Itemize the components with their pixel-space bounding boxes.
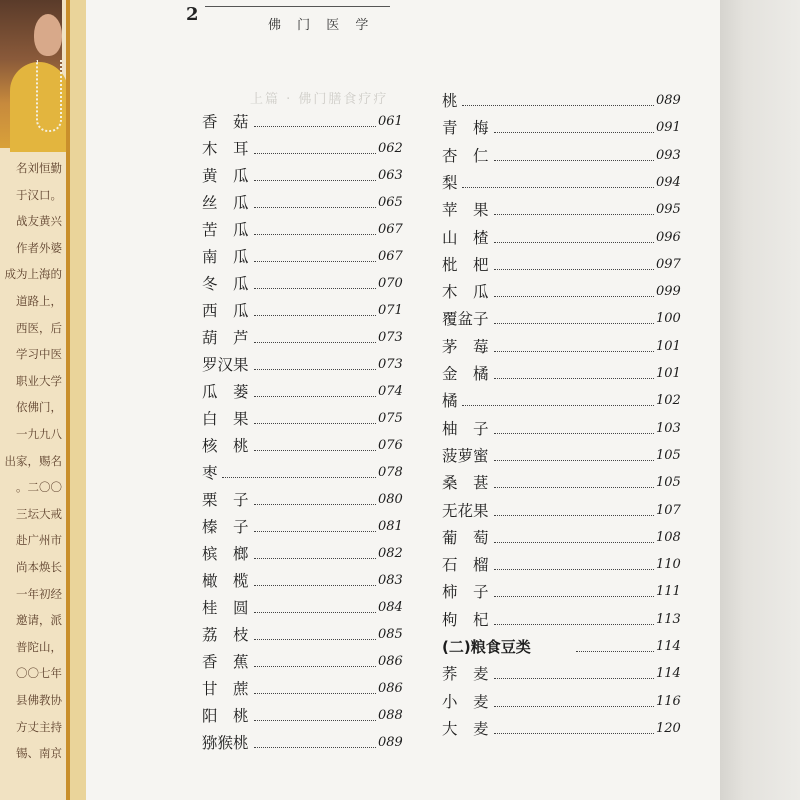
dot-leader <box>254 288 376 289</box>
toc-page-number: 063 <box>378 168 403 183</box>
toc-entry-name: 无花果 <box>442 501 489 520</box>
toc-page-number: 093 <box>656 147 681 163</box>
dot-leader <box>254 153 376 154</box>
toc-page-number: 099 <box>656 284 681 300</box>
dot-leader <box>254 720 376 721</box>
toc-entry-name: 阳 桃 <box>202 707 249 725</box>
dot-leader <box>254 558 376 559</box>
toc-entry <box>442 554 686 576</box>
toc-page-number: 114 <box>656 666 681 682</box>
dot-leader <box>494 596 654 597</box>
bio-line: 方丈主持 <box>16 719 62 734</box>
toc-page-number: 081 <box>378 519 403 534</box>
bio-line: 三坛大戒 <box>16 506 62 521</box>
toc-entry <box>202 462 408 484</box>
toc-entry-name: 枸 杞 <box>442 610 489 629</box>
toc-page-number: 061 <box>378 114 403 129</box>
toc-page-number: 074 <box>378 384 403 399</box>
toc-page-number: 116 <box>656 693 681 709</box>
toc-entry-name: 木 瓜 <box>442 283 489 302</box>
toc-page-number: 105 <box>656 475 681 491</box>
dot-leader <box>494 132 654 133</box>
toc-entry <box>202 138 408 160</box>
bio-line: 出家，赐名 <box>4 453 62 468</box>
bio-line: 普陀山， <box>16 639 62 654</box>
toc-entry <box>202 678 408 700</box>
toc-entry-name: 香 蕉 <box>202 653 249 671</box>
dot-leader <box>254 315 376 316</box>
dot-leader <box>254 585 376 586</box>
toc-entry-name: 葡 萄 <box>442 528 489 547</box>
toc-entry-name: 丝 瓜 <box>202 194 249 212</box>
dot-leader <box>254 126 376 127</box>
toc-entry-name: 西 瓜 <box>202 302 249 320</box>
bio-line: 邀请，派 <box>16 613 62 628</box>
bio-line: 职业大学 <box>16 373 62 388</box>
toc-entry-name: 枣 <box>202 464 218 482</box>
toc-entry <box>202 111 408 133</box>
facing-page-edge <box>720 0 800 800</box>
header-rule <box>205 6 390 7</box>
running-head: 佛 门 医 学 <box>268 18 375 33</box>
dot-leader <box>254 261 376 262</box>
toc-entry-name: 小 麦 <box>442 692 489 711</box>
bio-line: 。二〇〇 <box>16 480 62 495</box>
toc-page-number: 095 <box>656 202 681 218</box>
dot-leader <box>254 612 376 613</box>
dot-leader <box>494 351 654 352</box>
bio-line: 学习中医 <box>16 347 62 362</box>
dot-leader <box>254 747 376 748</box>
toc-entry-name: 黄 瓜 <box>202 167 249 185</box>
toc-entry <box>442 227 686 249</box>
toc-entry <box>442 308 686 330</box>
toc-page-number: 107 <box>656 502 681 518</box>
toc-entry-name: 罗汉果 <box>202 356 249 374</box>
toc-entry <box>202 192 408 214</box>
toc-page-number: 105 <box>656 447 681 463</box>
toc-entry-name: 覆盆子 <box>442 310 489 329</box>
toc-page-number: 101 <box>656 366 681 381</box>
toc-entry-name: 梨 <box>442 173 458 192</box>
bio-line: 尚本焕长 <box>16 560 62 574</box>
toc-entry <box>202 327 408 349</box>
bio-line: 战友黄兴 <box>16 214 62 229</box>
dot-leader <box>254 666 376 667</box>
toc-entry <box>202 543 408 565</box>
dot-leader <box>462 105 654 106</box>
toc-entry <box>442 90 686 112</box>
toc-page-number: 085 <box>378 627 403 642</box>
dot-leader <box>494 242 654 243</box>
toc-page-number: 070 <box>378 276 403 291</box>
toc-entry-name: 橄 榄 <box>202 572 249 590</box>
toc-entry <box>202 597 408 619</box>
toc-entry <box>442 663 686 685</box>
inside-cover-flap <box>0 0 70 800</box>
toc-entry <box>202 354 408 376</box>
toc-page-number: 120 <box>656 720 681 736</box>
toc-page-number: 065 <box>378 195 403 210</box>
toc-page-number: 114 <box>656 639 681 654</box>
dot-leader <box>494 569 654 570</box>
dot-leader <box>494 378 654 379</box>
dot-leader <box>254 180 376 181</box>
dot-leader <box>254 450 376 451</box>
toc-entry <box>202 381 408 403</box>
toc-page-number: 073 <box>378 357 403 372</box>
toc-entry <box>442 609 686 631</box>
dot-leader <box>254 207 376 208</box>
toc-page-number: 073 <box>378 330 403 345</box>
toc-entry-name: 枇 杷 <box>442 255 489 274</box>
toc-entry <box>442 527 686 549</box>
toc-entry-name: 石 榴 <box>442 556 489 575</box>
dot-leader <box>494 433 654 434</box>
toc-entry-name: 南 瓜 <box>202 248 249 266</box>
toc-page-number: 080 <box>378 492 403 507</box>
bio-line: 道路上， <box>16 294 62 308</box>
bio-line: 赴广州市 <box>16 533 62 548</box>
bio-line: 作者外婆 <box>16 240 62 255</box>
dot-leader <box>494 269 654 270</box>
toc-entry <box>202 651 408 673</box>
toc-page-number: 071 <box>378 303 403 318</box>
toc-entry-name: 桂 圆 <box>202 599 249 617</box>
toc-entry <box>442 254 686 276</box>
toc-entry <box>202 705 408 727</box>
bio-line: 一年初经 <box>16 586 62 601</box>
dot-leader <box>494 542 654 543</box>
toc-entry-name: 青 梅 <box>442 119 489 138</box>
page-number: 2 <box>186 4 199 25</box>
toc-entry-name: 冬 瓜 <box>202 275 249 293</box>
toc-page-number: 067 <box>378 249 403 264</box>
toc-entry-name: (二)粮食豆类 <box>442 638 531 656</box>
toc-entry-name: 核 桃 <box>202 437 249 455</box>
toc-page-number: 091 <box>656 120 681 136</box>
toc-entry <box>442 363 686 385</box>
dot-leader <box>254 234 376 235</box>
toc-entry <box>202 246 408 268</box>
toc-entry <box>442 418 686 440</box>
toc-entry-name: 瓜 蒌 <box>202 383 249 401</box>
toc-page-number: 108 <box>656 529 681 545</box>
prayer-beads <box>36 60 62 132</box>
toc-entry <box>442 390 686 412</box>
toc-entry-name: 金 橘 <box>442 365 489 383</box>
bio-line: 依佛门， <box>16 400 62 415</box>
toc-page-number: 094 <box>656 174 681 190</box>
toc-entry-name: 苹 果 <box>442 201 489 220</box>
toc-entry <box>202 300 408 322</box>
toc-page-number: 100 <box>656 311 681 327</box>
dot-leader <box>494 160 654 161</box>
dot-leader <box>254 396 376 397</box>
toc-entry-name: 茅 莓 <box>442 337 489 356</box>
toc-page-number: 110 <box>656 557 681 573</box>
toc-entry-name: 槟 榔 <box>202 545 249 563</box>
toc-entry-name: 菠萝蜜 <box>442 446 489 465</box>
dot-leader <box>254 369 376 370</box>
toc-entry <box>442 117 686 139</box>
toc-page-number: 111 <box>656 584 681 600</box>
dot-leader <box>254 531 376 532</box>
toc-entry-name: 栗 子 <box>202 491 249 509</box>
toc-entry <box>202 516 408 538</box>
toc-entry <box>442 691 686 713</box>
dot-leader <box>576 651 654 652</box>
dot-leader <box>254 504 376 505</box>
bio-line: 县佛教协 <box>16 693 62 707</box>
toc-entry-name: 荔 枝 <box>202 626 249 644</box>
toc-page-number: 103 <box>656 420 681 436</box>
toc-page-number: 062 <box>378 141 403 156</box>
toc-page-number: 083 <box>378 573 403 588</box>
dot-leader <box>494 733 654 734</box>
toc-entry-name: 白 果 <box>202 410 249 428</box>
dot-leader <box>254 342 376 343</box>
dot-leader <box>254 693 376 694</box>
toc-entry-name: 荞 麦 <box>442 665 489 684</box>
toc-entry-name: 桑 葚 <box>442 474 489 493</box>
bio-line: 西医，后 <box>16 320 62 335</box>
dot-leader <box>494 624 654 625</box>
toc-page-number: 086 <box>378 681 403 696</box>
toc-entry <box>442 199 686 221</box>
bio-line: 名刘恒勤 <box>16 161 62 175</box>
toc-entry-name: 桃 <box>442 92 458 110</box>
bio-line: 〇〇七年 <box>16 666 62 681</box>
toc-page-number: 101 <box>656 338 681 354</box>
toc-entry <box>202 165 408 187</box>
dot-leader <box>494 678 654 679</box>
toc-entry <box>202 219 408 241</box>
toc-page-number: 096 <box>656 229 681 245</box>
toc-page-number: 102 <box>656 393 681 409</box>
toc-page-number: 084 <box>378 600 403 615</box>
dot-leader <box>254 423 376 424</box>
dot-leader <box>494 296 654 297</box>
toc-entry-name: 榛 子 <box>202 518 249 536</box>
toc-entry <box>442 581 686 603</box>
toc-entry <box>202 624 408 646</box>
dot-leader <box>494 706 654 707</box>
toc-page-number: 089 <box>656 93 681 108</box>
toc-entry <box>442 500 686 522</box>
dot-leader <box>462 405 654 406</box>
toc-entry-name: 山 楂 <box>442 228 489 247</box>
toc-entry-name: 葫 芦 <box>202 329 249 347</box>
toc-entry <box>442 718 686 740</box>
toc-entry <box>442 445 686 467</box>
faint-subheading: 上篇 · 佛门膳食疗疗 <box>250 92 389 107</box>
toc-page-number: 082 <box>378 546 403 561</box>
toc-entry <box>202 273 408 295</box>
toc-entry-name: 大 麦 <box>442 719 489 738</box>
toc-page-number: 113 <box>656 611 681 627</box>
toc-page-number: 088 <box>378 708 403 723</box>
toc-entry <box>442 336 686 358</box>
toc-entry <box>202 732 408 754</box>
toc-entry <box>202 570 408 592</box>
toc-entry <box>442 281 686 303</box>
dot-leader <box>462 187 654 188</box>
toc-section-heading <box>442 636 686 658</box>
toc-entry <box>442 172 686 194</box>
toc-entry-name: 杏 仁 <box>442 146 489 165</box>
bio-line: 锡、南京 <box>16 746 62 761</box>
toc-entry-name: 木 耳 <box>202 140 249 158</box>
toc-entry <box>202 408 408 430</box>
bio-line: 一九九八 <box>16 427 62 441</box>
dot-leader <box>222 477 376 478</box>
dot-leader <box>494 323 654 324</box>
toc-page-number: 078 <box>378 465 403 480</box>
dot-leader <box>254 639 376 640</box>
toc-page-number: 067 <box>378 222 403 237</box>
bio-line: 于汉口。 <box>16 187 62 202</box>
toc-entry <box>442 472 686 494</box>
toc-entry-name: 橘 <box>442 392 458 411</box>
toc-entry-name: 香 菇 <box>202 113 249 131</box>
dot-leader <box>494 487 654 488</box>
toc-entry-name: 甘 蔗 <box>202 680 249 698</box>
toc-page-number: 097 <box>656 256 681 272</box>
toc-entry-name: 柚 子 <box>442 419 489 438</box>
dot-leader <box>494 214 654 215</box>
toc-entry-name: 猕猴桃 <box>202 734 249 752</box>
toc-page-number: 076 <box>378 438 403 453</box>
toc-entry <box>202 489 408 511</box>
toc-entry-name: 柿 子 <box>442 583 489 602</box>
toc-page-number: 089 <box>378 735 403 750</box>
toc-entry-name: 苦 瓜 <box>202 221 249 239</box>
author-photo <box>0 0 62 148</box>
bio-line: 成为上海的 <box>4 267 62 282</box>
toc-page-number: 086 <box>378 654 403 669</box>
dot-leader <box>494 515 654 516</box>
toc-page-number: 075 <box>378 411 403 426</box>
dot-leader <box>494 460 654 461</box>
toc-entry <box>202 435 408 457</box>
toc-entry <box>442 145 686 167</box>
author-head <box>34 14 62 56</box>
